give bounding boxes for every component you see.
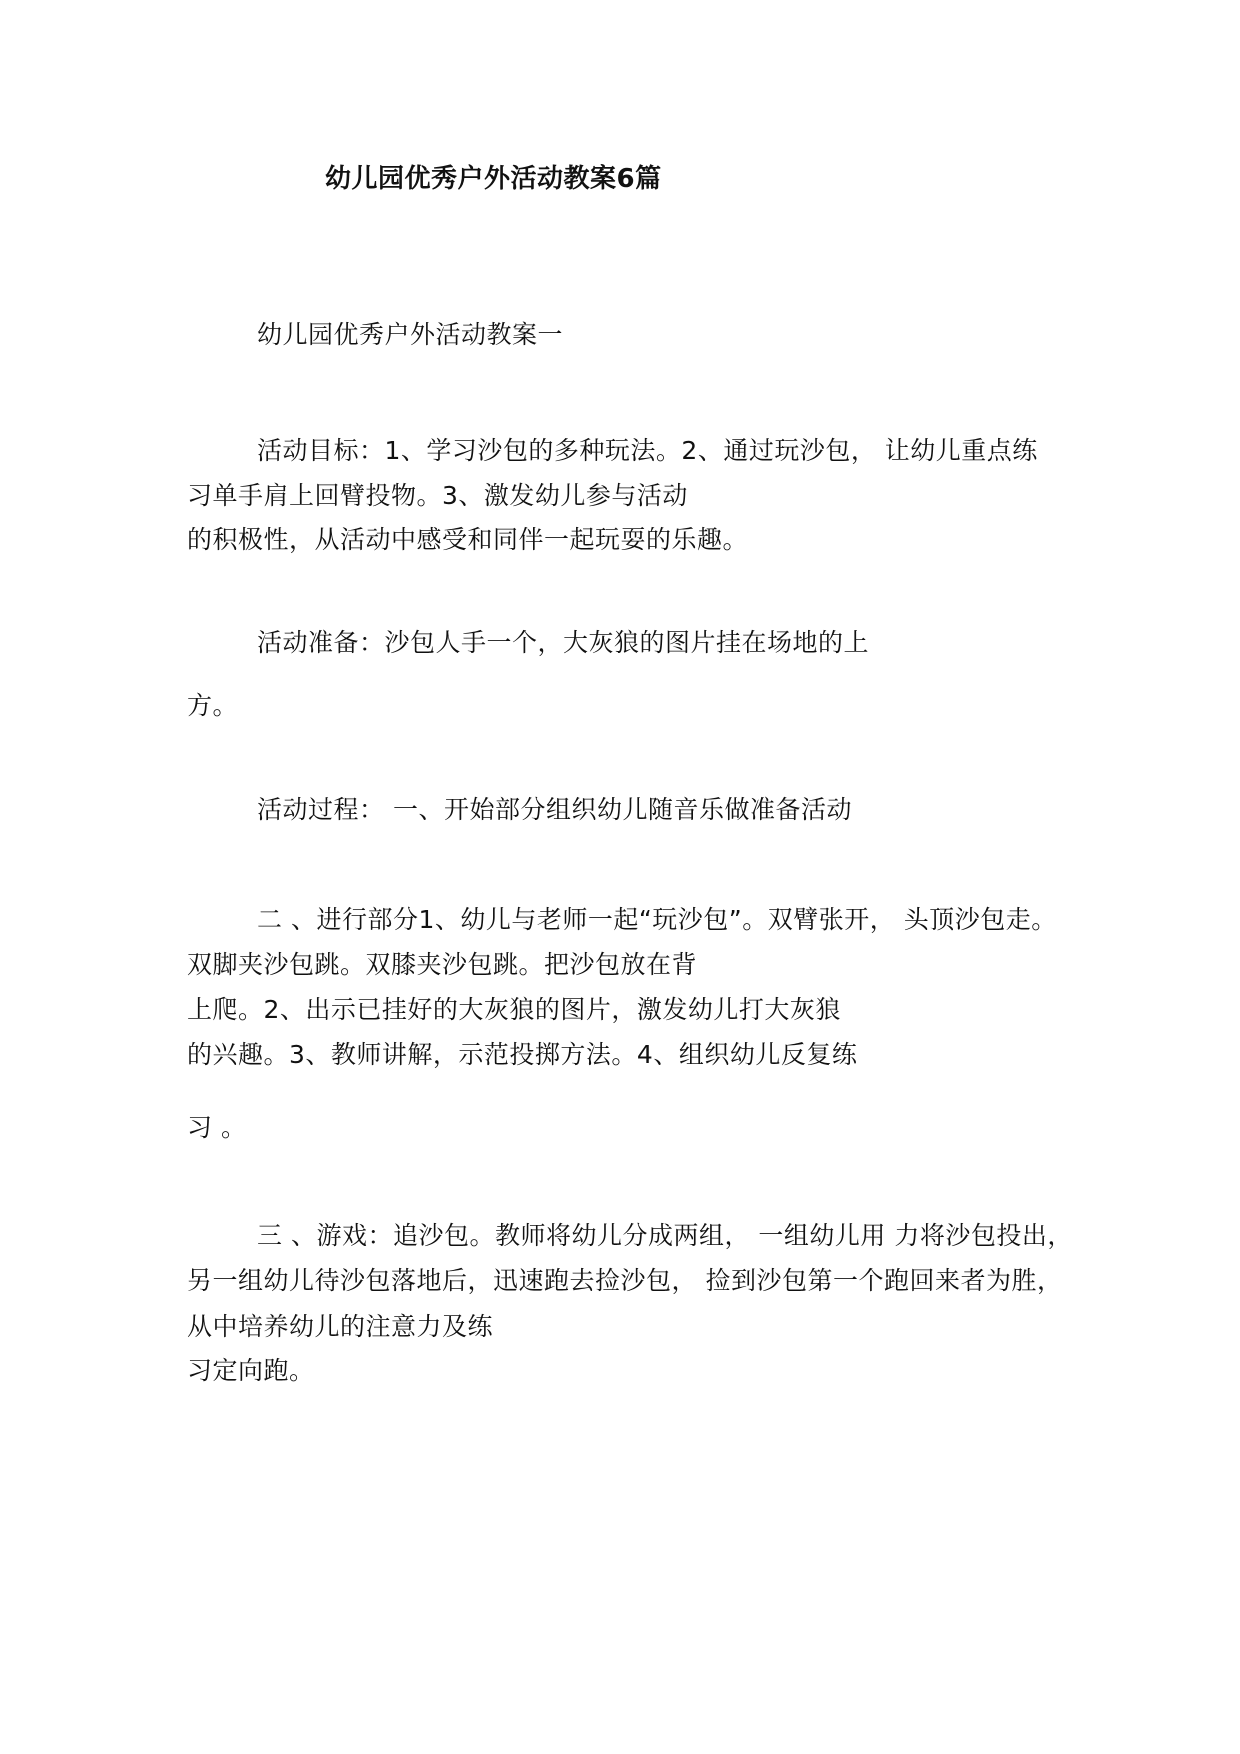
part3-line-3: 从中培养幼儿的注意力及练 [187,1312,494,1341]
part2-line-1: 二 、进行部分1、幼儿与老师一起“玩沙包”。双臂张开， 头顶沙包走。 [257,905,1057,934]
preparation-line-2: 方。 [187,691,239,720]
goals-line-2: 习单手肩上回臂投物。3、激发幼儿参与活动 [187,481,688,510]
part2-line-5: 习 。 [187,1113,247,1142]
process-line-1: 活动过程： 一、开始部分组织幼儿随音乐做准备活动 [257,795,852,824]
section-heading: 幼儿园优秀户外活动教案一 [257,320,564,349]
goals-line-3: 的积极性，从活动中感受和同伴一起玩耍的乐趣。 [187,525,749,554]
part3-line-1: 三 、游戏：追沙包。教师将幼儿分成两组， 一组幼儿用 力将沙包投出， [257,1221,1073,1250]
part3-line-4: 习定向跑。 [187,1356,315,1385]
goals-line-1: 活动目标：1、学习沙包的多种玩法。2、通过玩沙包， 让幼儿重点练 [257,436,1038,465]
document-title: 幼儿园优秀户外活动教案6篇 [325,164,662,194]
part2-line-4: 的兴趣。3、教师讲解，示范投掷方法。4、组织幼儿反复练 [187,1040,858,1069]
part2-line-3: 上爬。2、出示已挂好的大灰狼的图片，激发幼儿打大灰狼 [187,995,841,1024]
part2-line-2: 双脚夹沙包跳。双膝夹沙包跳。把沙包放在背 [187,950,698,979]
part3-line-2: 另一组幼儿待沙包落地后，迅速跑去捡沙包， 捡到沙包第一个跑回来者为胜， [187,1266,1063,1295]
preparation-line-1: 活动准备：沙包人手一个，大灰狼的图片挂在场地的上 [257,628,870,657]
